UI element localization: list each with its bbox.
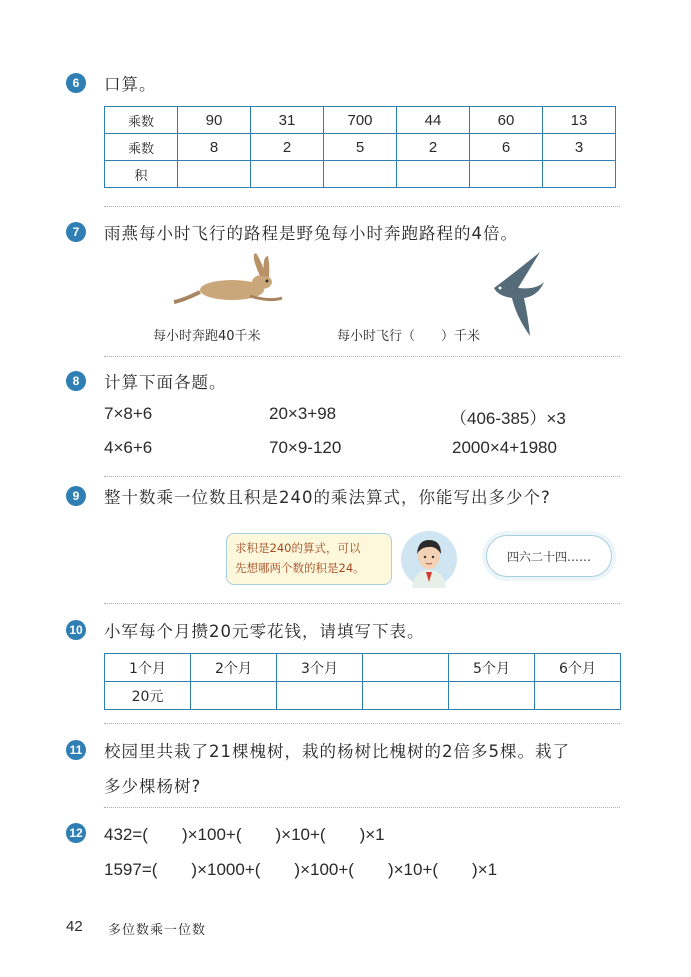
table-cell: 8 bbox=[178, 134, 251, 161]
question-9-text: 整十数乘一位数且积是240的乘法算式，你能写出多少个? bbox=[104, 488, 551, 507]
separator bbox=[104, 356, 620, 357]
answer-cell[interactable] bbox=[363, 682, 449, 710]
savings-table bbox=[104, 653, 621, 710]
answer-cell[interactable] bbox=[397, 161, 470, 188]
answer-cell[interactable] bbox=[324, 161, 397, 188]
question-10-number: 10 bbox=[66, 620, 86, 640]
row-label: 乘数 bbox=[105, 134, 178, 161]
table-cell: 3 bbox=[543, 134, 616, 161]
multiplication-table bbox=[104, 106, 616, 188]
page-number: 42 bbox=[66, 918, 83, 935]
answer-cell[interactable] bbox=[470, 161, 543, 188]
expression: 2000×4+1980 bbox=[452, 438, 557, 457]
table-cell: 700 bbox=[324, 107, 397, 134]
answer-cell[interactable] bbox=[191, 682, 277, 710]
question-6-title: 口算。 bbox=[104, 75, 157, 94]
table-cell: 60 bbox=[470, 107, 543, 134]
row-label: 积 bbox=[105, 161, 178, 188]
place-value-expression: 432=( )×100+( )×10+( )×1 bbox=[104, 825, 385, 844]
question-9-number: 9 bbox=[66, 486, 86, 506]
question-8-number: 8 bbox=[66, 371, 86, 391]
swift-caption: 每小时飞行（ ）千米 bbox=[337, 329, 481, 344]
table-cell: 2 bbox=[251, 134, 324, 161]
separator bbox=[104, 723, 620, 724]
expression: （406-385）×3 bbox=[450, 409, 566, 428]
rabbit-illustration bbox=[170, 252, 290, 312]
table-row bbox=[105, 134, 616, 161]
table-cell: 5 bbox=[324, 134, 397, 161]
separator bbox=[104, 476, 620, 477]
question-12-number: 12 bbox=[66, 823, 86, 843]
question-8-text: 计算下面各题。 bbox=[104, 373, 227, 392]
answer-cell[interactable] bbox=[178, 161, 251, 188]
month-header-blank[interactable] bbox=[363, 654, 449, 682]
question-11-line2: 多少棵杨树? bbox=[104, 777, 202, 796]
row-label: 乘数 bbox=[105, 107, 178, 134]
boy-avatar bbox=[400, 530, 458, 588]
chapter-title: 多位数乘一位数 bbox=[108, 923, 207, 938]
month-header: 3个月 bbox=[277, 654, 363, 682]
place-value-expression: 1597=( )×1000+( )×100+( )×10+( )×1 bbox=[104, 860, 498, 879]
question-11-line1: 校园里共栽了21棵槐树，栽的杨树比槐树的2倍多5棵。栽了 bbox=[104, 742, 570, 761]
table-cell: 2 bbox=[397, 134, 470, 161]
question-6-number: 6 bbox=[66, 73, 86, 93]
month-header: 1个月 bbox=[105, 654, 191, 682]
expression: 4×6+6 bbox=[104, 438, 153, 457]
rabbit-caption: 每小时奔跑40千米 bbox=[153, 329, 261, 344]
hint-line: 求积是240的算式，可以 bbox=[235, 541, 361, 555]
table-cell: 44 bbox=[397, 107, 470, 134]
table-cell: 6 bbox=[470, 134, 543, 161]
table-cell: 13 bbox=[543, 107, 616, 134]
table-row bbox=[105, 161, 616, 188]
table-cell: 31 bbox=[251, 107, 324, 134]
question-11-number: 11 bbox=[66, 740, 86, 760]
table-row bbox=[105, 654, 621, 682]
answer-cell[interactable] bbox=[535, 682, 621, 710]
month-header: 2个月 bbox=[191, 654, 277, 682]
expression: 70×9-120 bbox=[269, 438, 342, 457]
question-7-number: 7 bbox=[66, 222, 86, 242]
expression: 7×8+6 bbox=[104, 404, 153, 423]
swift-illustration bbox=[488, 250, 548, 340]
amount-cell: 20元 bbox=[105, 682, 191, 710]
separator bbox=[104, 206, 620, 207]
answer-cell[interactable] bbox=[277, 682, 363, 710]
thought-cloud: 四六二十四…… bbox=[486, 535, 612, 577]
question-7-text: 雨燕每小时飞行的路程是野兔每小时奔跑路程的4倍。 bbox=[104, 224, 518, 243]
hint-line: 先想哪两个数的积是24。 bbox=[235, 561, 365, 575]
table-row bbox=[105, 107, 616, 134]
table-cell: 90 bbox=[178, 107, 251, 134]
separator bbox=[104, 807, 620, 808]
answer-cell[interactable] bbox=[543, 161, 616, 188]
answer-cell[interactable] bbox=[251, 161, 324, 188]
expression: 20×3+98 bbox=[269, 404, 337, 423]
month-header: 5个月 bbox=[449, 654, 535, 682]
question-10-text: 小军每个月攒20元零花钱，请填写下表。 bbox=[104, 622, 425, 641]
month-header: 6个月 bbox=[535, 654, 621, 682]
table-row bbox=[105, 682, 621, 710]
hint-bubble bbox=[226, 533, 392, 585]
separator bbox=[104, 603, 620, 604]
answer-cell[interactable] bbox=[449, 682, 535, 710]
